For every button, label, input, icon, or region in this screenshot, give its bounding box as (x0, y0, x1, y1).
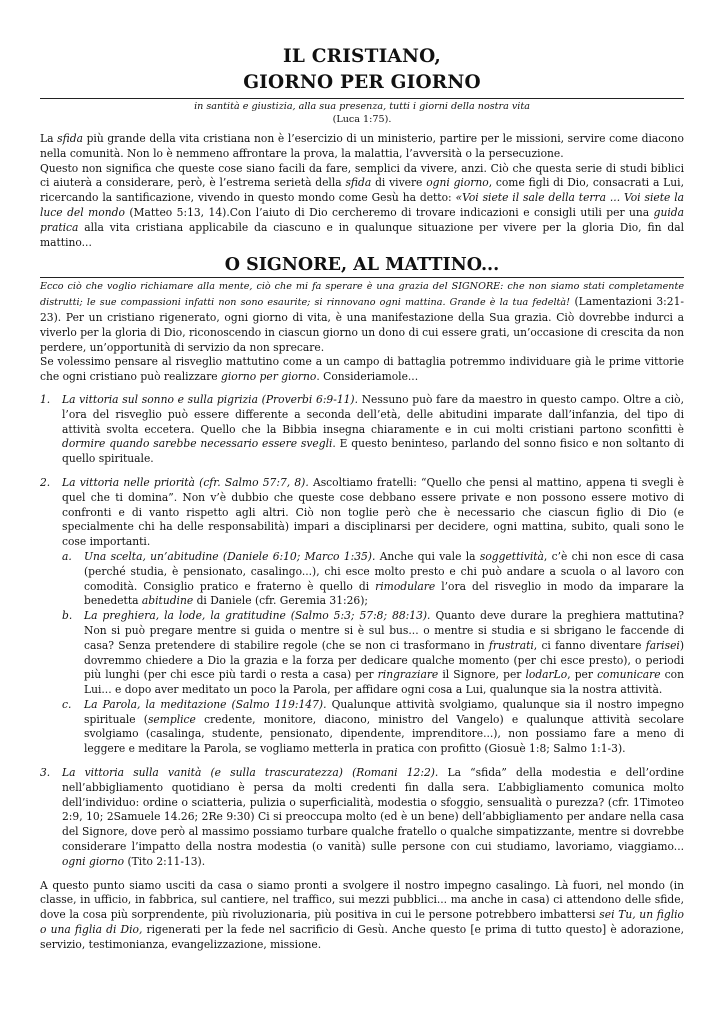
emphasis: lodarLo (525, 668, 568, 682)
sub-letter: c. (62, 697, 72, 711)
emphasis: rimodulare (375, 579, 436, 593)
sub-title: La Parola, la meditazione (Salmo 119:147). (84, 697, 327, 711)
epigraph-text: : che non siamo stati completamente distrutti; le sue compassioni infatti non sono esaurite; si rinnovano ogni mattina. Grande è la tua fedeltà! (40, 281, 685, 309)
emphasis: comunicare (597, 668, 661, 682)
text: (Matteo 5:13, 14).Con l’aiuto di Dio cercheremo di trovare indicazioni e consigli utili per una (124, 205, 654, 219)
sub-letter: a. (62, 549, 72, 563)
text: , ci fanno diventare (533, 638, 646, 652)
text: rigenerati per la fede nel sacrificio di Gesù. Anche questo [e prima di tutto questo] è adorazione, servizio, testimonianza, evangelizzazione, missione. (40, 923, 684, 951)
list-number: 2. (40, 475, 51, 489)
list-number: 1. (40, 392, 51, 406)
emphasis: ogni giorno (426, 176, 489, 190)
sub-title: Una scelta, un’abitudine (Daniele 6:10; Marco 1:35). (84, 549, 376, 563)
epigraph-text: Ecco ciò che voglio richiamare alla mente, ciò che mi fa sperare è una grazia del (40, 281, 452, 293)
sub-list-item (62, 609, 684, 698)
text: alla vita cristiana applicabile da ciascuno e in qualunque situazione per vivere per la gloria Dio, fin dal mattino... (40, 220, 684, 249)
title-line-2: GIORNO PER GIORNO (243, 72, 481, 93)
item-title: La vittoria sul sonno e sulla pigrizia (Proverbi 6:9-11). (62, 392, 358, 406)
emphasis: sfida (57, 132, 83, 145)
subtitle: in santità e giustizia, alla sua presenza, tutti i giorni della nostra vita (194, 101, 530, 112)
text: . E questo beninteso, parlando del sonno fisico e non soltanto di quello spirituale. (62, 437, 684, 466)
text: Nessuno può fare da maestro in questo campo. Oltre a ciò, l’ora del risveglio può essere differente a seconda dell’età, delle abitudini imparate dall’infanzia, del tipo di attività svolta eccetera. Quello che la Bibbia insegna chiaramente e in cui molti cristiani partono sconfitti è (62, 392, 684, 436)
sub-list-item (62, 698, 684, 757)
emphasis: guida pratica (40, 205, 685, 234)
quote: «Voi siete il sale della terra ... Voi siete la luce del mondo (40, 191, 684, 219)
emphasis: abitudine (141, 594, 194, 608)
emphasis: sei Tu, un figlio o una figlia di Dio, (40, 908, 684, 937)
sub-title: La preghiera, la lode, la gratitudine (Salmo 5:3; 57:8; 88:13). (84, 609, 431, 623)
text: credente, monitore, diacono, ministro del Vangelo) e qualunque attività secolare svolgiamo (casalinga, studente, pensionato, dipendente, imprenditore...), non possiamo fare a meno di leggere e meditare la Parola, se vogliamo metterla in pratica con profitto (Giosuè 1:8; Salmo 1:1-3). (84, 712, 684, 756)
text: , come figli di Dio, consacrati a Lui, ricercando la santificazione, vivendo in questo mondo come Gesù ha detto: (40, 176, 684, 205)
text: , per (567, 668, 598, 682)
emphasis: ogni giorno (62, 854, 125, 868)
text: Questo non significa che queste cose siano facili da fare, semplici da vivere, anzi. Ciò che questa serie di studi biblici ci aiuterà a considerare, però, è l’estrema serietà della (40, 161, 684, 190)
emphasis: farisei (645, 638, 680, 652)
emphasis: dormire quando sarebbe necessario essere svegli (62, 437, 333, 451)
text: di Daniele (cfr. Geremia 31:26); (193, 594, 368, 608)
text: Ascoltiamo fratelli: “Quello che pensi al mattino, appena ti svegli è quel che ti domina”. Non v’è dubbio che queste cose debbano essere private e non possono essere motivo di confronti e di vanto rispetto agli altri. Ciò non toglie però che è necessario che ciascun figlio di Dio (e specialmente chi ha delle responsabilità) impari a disciplinarsi per decidere, ogni mattina, subito, quali sono le cose importanti. (62, 475, 684, 549)
text: Anche qui vale la (375, 549, 480, 563)
text: La (40, 132, 58, 145)
title-divider (40, 98, 684, 99)
text: Qualunque attività svolgiamo, qualunque sia il nostro impegno spirituale ( (84, 697, 684, 726)
intro-paragraph-1 (40, 132, 684, 162)
text: La “sfida” della modestia e dell’ordine nell’abbigliamento quotidiano è persa da molti credenti fin dalla sera. L’abbigliamento comunica molto dell’individuo: ordine o sciatteria, pulizia o superficialità, modestia o sfoggio, sensualità o purezza? (cfr. 1Timoteo 2:9, 10; 2Samuele 14.26; 2Re 9:30) Ci si preoccupa molto (ed è un bene) dell’abbigliamento per andare nella casa del Signore, dove però al massimo possiamo turbare qualche fratello o qualche simpatizzante, mentre si dovrebbe considerare l’impatto della nostra modestia (o vanità) sulle persone con cui studiamo, lavoriamo, viaggiamo... (62, 766, 684, 854)
emphasis: frustrati (488, 638, 534, 652)
text: l’ora del risveglio in modo da imparare la benedetta (84, 579, 684, 608)
sub-list-item (62, 550, 684, 609)
emphasis: ringraziare (377, 668, 439, 682)
item-title: La vittoria nelle priorità (cfr. Salmo 57:7, 8). (62, 475, 309, 489)
section-paragraph (40, 355, 684, 385)
list-item (40, 393, 684, 467)
text: ) dovremmo chiedere a Dio la grazia e la forza per dedicare qualche momento (per chi esce presto), o periodi più lunghi (per chi esce più tardi o resta a casa) per (84, 638, 684, 682)
list-item (40, 766, 684, 870)
text: Quanto deve durare la preghiera mattutina? Non si può pregare mentre si guida o mentre si è sul bus... o mentre si studia e si sbrigano le faccende di casa? Senza pretendere di stabilire regole (che se non ci trasformano in (84, 609, 685, 652)
text: con Lui... e dopo aver meditato un poco la Parola, per affidare ogni cosa a Lui, qualunque sia la nostra attività. (84, 668, 684, 697)
section-heading: O SIGNORE, AL MATTINO... (224, 255, 500, 276)
sub-letter: b. (62, 609, 73, 623)
text: più grande della vita cristiana non è l’esercizio di un ministerio, partire per le missioni, servire come diacono nella comunità. Non lo è nemmeno affrontare la prova, la malattia, l’avversità o la persecuzione. (40, 132, 684, 160)
text: Se volessimo pensare al risveglio mattutino come a un campo di battaglia potremmo individuare già le prime vittorie che ogni cristiano può realizzare (40, 355, 684, 384)
section-epigraph (40, 279, 684, 355)
text: . Consideriamole... (316, 370, 419, 384)
list-item (40, 476, 684, 757)
emphasis: sfida (345, 176, 372, 190)
intro-paragraph-2 (40, 162, 684, 251)
section-divider (40, 277, 684, 278)
victories-list (40, 393, 684, 870)
text: , c’è chi non esce di casa (perché studia, è pensionato, casalingo...), chi esce molto presto e chi può andare a scuola o al lavoro con comodità. Consiglio pratico e fraterno è quello di (84, 549, 684, 593)
text: A questo punto siamo usciti da casa o siamo pronti a svolgere il nostro impegno casalingo. Là fuori, nel mondo (in classe, in ufficio, in fabbrica, sul cantiere, nel traffico, sui mezzi pubblici... ma anche in casa) ci attendono delle sfide, dove la cosa più sorprendente, più rivoluzionaria, più positiva in cui le persone potrebbero imbattersi (40, 878, 684, 922)
list-number: 3. (40, 766, 51, 780)
emphasis: soggettività (479, 549, 544, 563)
page-title (40, 44, 684, 96)
text: il Signore, per (438, 668, 526, 682)
subtitle-reference: (Luca 1:75). (332, 114, 392, 125)
item-title: La vittoria sulla vanità (e sulla trascuratezza) (Romani 12:2). (62, 766, 439, 780)
title-line-1: IL CRISTIANO, (283, 46, 441, 67)
emphasis: semplice (147, 712, 196, 726)
text: di vivere (371, 176, 427, 190)
text: (Tito 2:11-13). (124, 854, 206, 868)
closing-paragraph (40, 879, 684, 953)
text: (Lamentazioni 3:21-23). Per un cristiano rigenerato, ogni giorno di vita, è una manifestazione della Sua grazia. Ciò dovrebbe indurci a viverlo per la gloria di Dio, riconoscendo in ciascun giorno un dono di cui essere grati, un’occasione di crescita da non perdere, un’opportunità di servizio da non sprecare. (40, 295, 684, 354)
epigraph-signore: SIGNORE (451, 281, 501, 293)
emphasis: giorno per giorno (221, 370, 317, 384)
sub-list (62, 550, 684, 757)
